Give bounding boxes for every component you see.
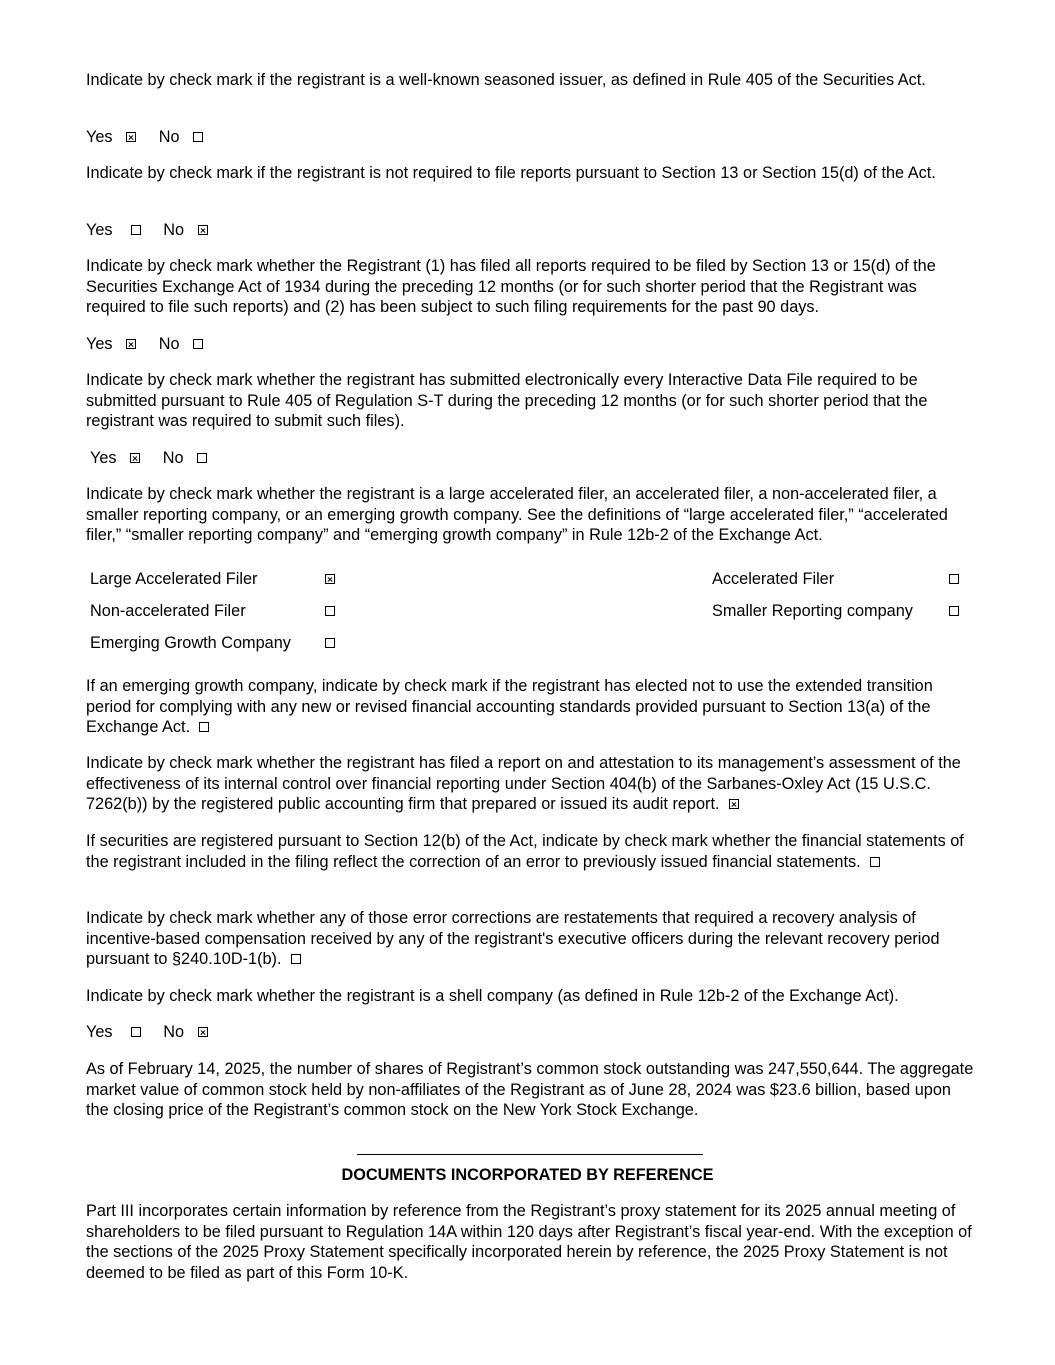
- error-correction-text: If securities are registered pursuant to Section 12(b) of the Act, indicate by check mark whether the financial statements of the registrant included in the filing reflect the correction of an error to previously issued financial statements.: [86, 832, 964, 871]
- smaller-reporting-company-label: Smaller Reporting company: [712, 602, 913, 620]
- shell-no-checkbox[interactable]: [198, 1027, 208, 1037]
- not-required-question: Indicate by check mark if the registrant is not required to file reports pursuant to Section 13 or Section 15(d) of the Act.: [86, 164, 936, 182]
- error-correction-question: [86, 831, 976, 872]
- filer-status-question: Indicate by check mark whether the registrant is a large accelerated filer, an accelerated filer, a non-accelerated filer, a smaller reporting company, or an emerging growth company. See the definitions of “large accelerated filer,” “accelerated filer,” “smaller reporting company” and “emerging growth company” in Rule 12b-2 of the Exchange Act.: [86, 485, 948, 545]
- filed-reports-no-checkbox[interactable]: [193, 339, 203, 349]
- yes-label: Yes: [86, 1023, 113, 1041]
- error-correction-checkbox[interactable]: [870, 857, 880, 867]
- restatement-text: Indicate by check mark whether any of those error corrections are restatements that required a recovery analysis of incentive-based compensation received by any of the registrant's executive officers during the relevant recovery period pursuant to §240.10D-1(b).: [86, 909, 940, 969]
- not-required-answer: [86, 220, 208, 241]
- yes-label: Yes: [86, 335, 113, 353]
- interactive-data-answer: [90, 448, 207, 469]
- section-divider: [357, 1154, 703, 1155]
- interactive-data-question: Indicate by check mark whether the registrant has submitted electronically every Interactive Data File required to be submitted pursuant to Rule 405 of Regulation S-T during the preceding 12 months (or for such shorter period that the registrant was required to submit such files).: [86, 371, 928, 431]
- no-label: No: [158, 128, 180, 146]
- shell-question: Indicate by check mark whether the registrant is a shell company (as defined in Rule 12b-2 of the Exchange Act).: [86, 987, 899, 1005]
- egc-transition-text: If an emerging growth company, indicate by check mark if the registrant has elected not to use the extended transition period for complying with any new or revised financial accounting standards provided pursuant to Section 13(a) of the Exchange Act.: [86, 677, 933, 737]
- yes-label: Yes: [86, 128, 113, 146]
- large-accelerated-filer-checkbox[interactable]: [325, 574, 335, 584]
- egc-transition-checkbox[interactable]: [199, 722, 209, 732]
- non-accelerated-filer-checkbox[interactable]: [325, 606, 335, 616]
- wksi-yes-checkbox[interactable]: [126, 132, 136, 142]
- restatement-question: [86, 908, 976, 970]
- icfr-question: [86, 753, 976, 815]
- accelerated-filer-label: Accelerated Filer: [712, 570, 835, 588]
- wksi-no-checkbox[interactable]: [193, 132, 203, 142]
- wksi-question: Indicate by check mark if the registrant is a well-known seasoned issuer, as defined in Rule 405 of the Securities Act.: [86, 71, 926, 89]
- wksi-answer: [86, 127, 203, 148]
- filed-reports-answer: [86, 334, 203, 355]
- filed-reports-yes-checkbox[interactable]: [126, 339, 136, 349]
- yes-label: Yes: [90, 449, 117, 467]
- accelerated-filer-checkbox[interactable]: [949, 574, 959, 584]
- yes-label: Yes: [86, 221, 113, 239]
- icfr-text: Indicate by check mark whether the registrant has filed a report on and attestation to its management’s assessment of the effectiveness of its internal control over financial reporting under Section 404(b) of the Sarbanes-Oxley Act (15 U.S.C. 7262(b)) by the registered public accounting firm that prepared or issued its audit report.: [86, 754, 961, 814]
- documents-incorporated-text: Part III incorporates certain information by reference from the Registrant’s proxy statement for its 2025 annual meeting of shareholders to be filed pursuant to Regulation 14A within 120 days after Registrant’s fiscal year-end. With the exception of the sections of the 2025 Proxy Statement specifically incorporated herein by reference, the 2025 Proxy Statement is not deemed to be filed as part of this Form 10-K.: [86, 1202, 972, 1282]
- documents-incorporated-heading: DOCUMENTS INCORPORATED BY REFERENCE: [341, 1166, 714, 1184]
- restatement-checkbox[interactable]: [291, 954, 301, 964]
- no-label: No: [162, 449, 184, 467]
- no-label: No: [163, 221, 185, 239]
- egc-transition-question: [86, 676, 976, 738]
- large-accelerated-filer-label: Large Accelerated Filer: [90, 570, 258, 588]
- filed-reports-question: Indicate by check mark whether the Registrant (1) has filed all reports required to be filed by Section 13 or 15(d) of the Securities Exchange Act of 1934 during the preceding 12 months (or for such shorter period that the Registrant was required to file such reports) and (2) has been subject to such filing requirements for the past 90 days.: [86, 257, 936, 317]
- no-label: No: [163, 1023, 185, 1041]
- not-required-yes-checkbox[interactable]: [131, 225, 141, 235]
- interactive-data-yes-checkbox[interactable]: [130, 453, 140, 463]
- shares-outstanding-statement: As of February 14, 2025, the number of shares of Registrant’s common stock outstanding was 247,550,644. The aggregate market value of common stock held by non-affiliates of the Registrant as of June 28, 2024 was $23.6 billion, based upon the closing price of the Registrant’s common stock on the New York Stock Exchange.: [86, 1060, 974, 1120]
- interactive-data-no-checkbox[interactable]: [197, 453, 207, 463]
- smaller-reporting-company-checkbox[interactable]: [949, 606, 959, 616]
- shell-yes-checkbox[interactable]: [131, 1027, 141, 1037]
- shell-answer: [86, 1022, 208, 1043]
- not-required-no-checkbox[interactable]: [198, 225, 208, 235]
- emerging-growth-company-checkbox[interactable]: [325, 638, 335, 648]
- icfr-checkbox[interactable]: [729, 799, 739, 809]
- non-accelerated-filer-label: Non-accelerated Filer: [90, 602, 246, 620]
- emerging-growth-company-label: Emerging Growth Company: [90, 634, 291, 652]
- no-label: No: [158, 335, 180, 353]
